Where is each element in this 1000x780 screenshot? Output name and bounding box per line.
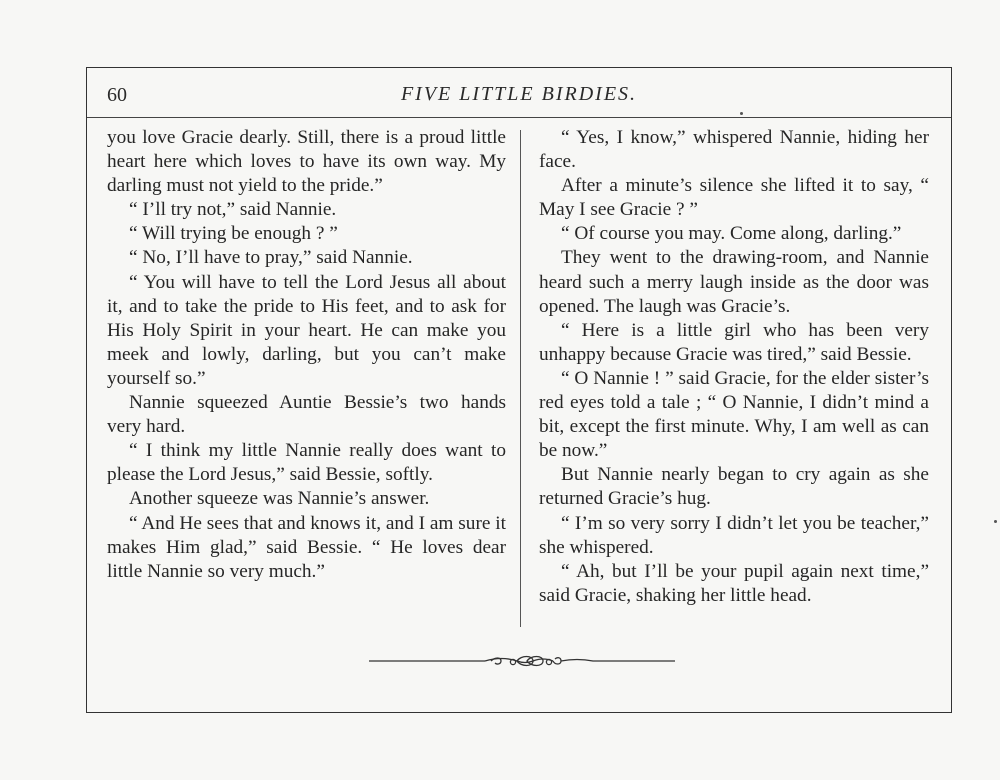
paragraph: “ Of course you may. Come along, darling.” <box>561 223 902 245</box>
paragraph: “ I’m so very sorry I didn’t let you be teacher,” she whispered. <box>539 512 929 558</box>
scroll-flourish-icon <box>367 650 677 672</box>
paragraph: “ And He sees that and knows it, and I am sure it makes Him glad,” said Bessie. “ He loves dear little Nannie so very much.” <box>107 512 506 582</box>
page-number: 60 <box>107 84 127 106</box>
paragraph: Nannie squeezed Auntie Bessie’s two hands very hard. <box>107 392 506 438</box>
paragraph: “ Here is a little girl who has been very unhappy because Gracie was tired,” said Bessie. <box>539 319 929 365</box>
paragraph: Another squeeze was Nannie’s answer. <box>129 488 430 510</box>
paragraph: “ You will have to tell the Lord Jesus all about it, and to take the pride to His feet, and to ask for His Holy Spirit in your heart. He can make you meek and lowly, darling, but you can’t make yourself so.” <box>107 271 506 389</box>
page-frame <box>86 67 952 713</box>
paragraph: you love Gracie dearly. Still, there is a proud little heart here which loves to have its own way. My darling must not yield to the pride.” <box>107 127 506 197</box>
column-divider <box>520 130 521 627</box>
print-speck <box>740 112 743 115</box>
paragraph: “ Will trying be enough ? ” <box>129 223 338 245</box>
paragraph: “ I’ll try not,” said Nannie. <box>129 199 337 221</box>
paragraph: But Nannie nearly began to cry again as she returned Gracie’s hug. <box>539 464 929 510</box>
paragraph: “ I think my little Nannie really does want to please the Lord Jesus,” said Bessie, softly. <box>107 440 506 486</box>
left-text-column <box>107 126 506 584</box>
paragraph: “ No, I’ll have to pray,” said Nannie. <box>129 247 413 269</box>
paragraph: “ Ah, but I’ll be your pupil again next time,” said Gracie, shaking her little head. <box>539 560 929 606</box>
right-text-column <box>539 126 929 608</box>
paragraph: “ O Nannie ! ” said Gracie, for the elder sister’s red eyes told a tale ; “ O Nannie, I didn’t mind a bit, except the first minute. Why, I am well as can be now.” <box>539 367 929 462</box>
print-speck <box>994 520 997 523</box>
paragraph: “ Yes, I know,” whispered Nannie, hiding her face. <box>539 127 929 173</box>
running-title: FIVE LITTLE BIRDIES. <box>400 83 638 105</box>
page-header <box>87 68 951 118</box>
paragraph: They went to the drawing-room, and Nannie heard such a merry laugh inside as the door was opened. The laugh was Gracie’s. <box>539 247 929 317</box>
paragraph: After a minute’s silence she lifted it to say, “ May I see Gracie ? ” <box>539 175 929 221</box>
